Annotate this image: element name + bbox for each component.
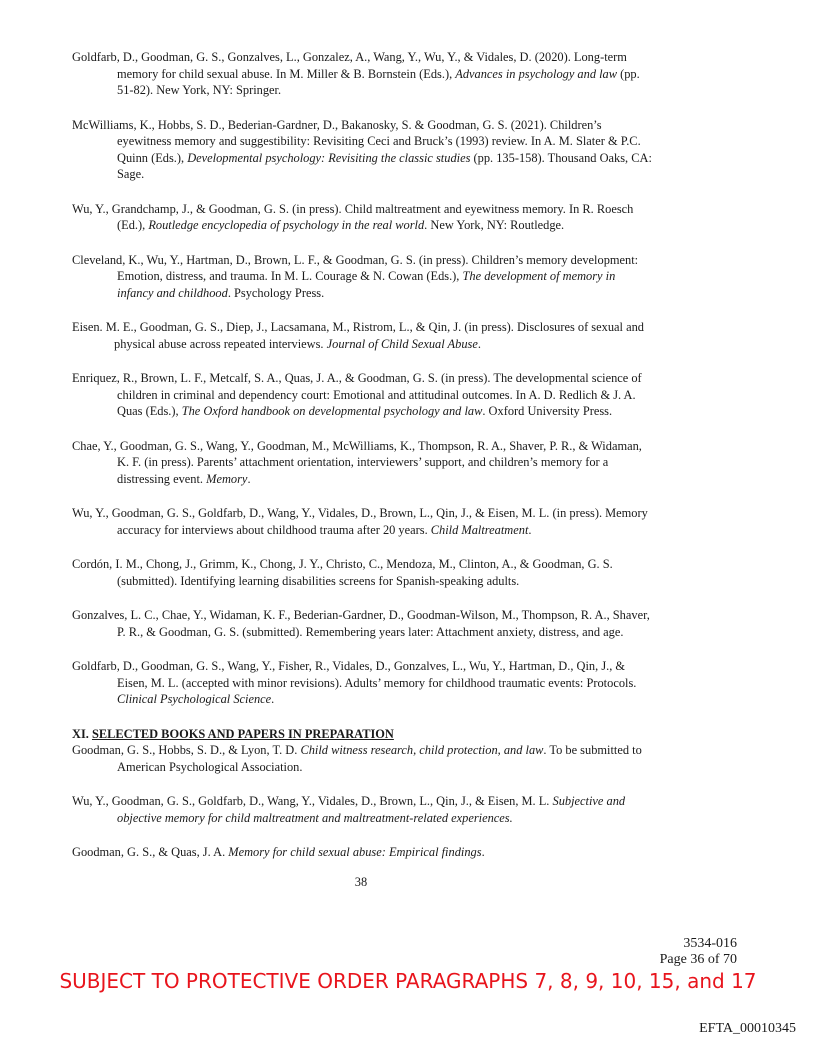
page-number: 38: [354, 875, 368, 889]
document-id-block: [660, 936, 737, 968]
reference-entry: Gonzalves, L. C., Chae, Y., Widaman, K. F., Bederian-Gardner, D., Goodman-Wilson, M., Thompson, R. A., Shaver, P. R., & Goodman, G. S. (submitted). Remembering years later: Attachment anxiety, distress, and age.: [72, 608, 650, 639]
reference-entry: Cordón, I. M., Chong, J., Grimm, K., Chong, J. Y., Christo, C., Mendoza, M., Clinton, A., & Goodman, G. S. (submitted). Identifying learning disabilities screens for Spanish-speaking adults.: [72, 557, 613, 588]
reference-entry: Chae, Y., Goodman, G. S., Wang, Y., Goodman, M., McWilliams, K., Thompson, R. A., Shaver, P. R., & Widaman, K. F. (in press). Parents’ attachment orientation, interviewers’ support, and children’s memory for a distressing event. Memory.: [72, 438, 642, 486]
reference-entry: McWilliams, K., Hobbs, S. D., Bederian-Gardner, D., Bakanosky, S. & Goodman, G. S. (2021). Children’s eyewitness memory and suggestibility: Revisiting Ceci and Bruck’s (1993) review. In A. M. Slater & P.C. Quinn (Eds.), Developmental psychology: Revisiting the classic studies (pp. 135-158). Thousand Oaks, CA: Sage.: [72, 117, 652, 181]
reference-entry: Goldfarb, D., Goodman, G. S., Wang, Y., Fisher, R., Vidales, D., Gonzalves, L., Wu, Y., Hartman, D., Qin, J., & Eisen, M. L. (accepted with minor revisions). Adults’ memory for childhood traumatic events: Protocols. Clinical Psychological Science.: [72, 659, 637, 706]
book-entry: Goodman, G. S., & Quas, J. A. Memory for child sexual abuse: Empirical findings.: [72, 845, 485, 859]
reference-entry: Cleveland, K., Wu, Y., Hartman, D., Brown, L. F., & Goodman, G. S. (in press). Children’s memory development: Emotion, distress, and trauma. In M. L. Courage & N. Cowan (Eds.), The development of memory in infancy and childhood. Psychology Press.: [72, 252, 639, 300]
reference-entry: Wu, Y., Goodman, G. S., Goldfarb, D., Wang, Y., Vidales, D., Brown, L., Qin, J., & Eisen, M. L. (in press). Memory accuracy for interviews about childhood trauma after 20 years. Child Maltreatment.: [72, 506, 648, 537]
document-id: 3534-016: [683, 936, 737, 951]
reference-entry: Wu, Y., Grandchamp, J., & Goodman, G. S. (in press). Child maltreatment and eyewitness memory. In R. Roesch (Ed.), Routledge encyclopedia of psychology in the real world. New York, NY: Routledge.: [72, 201, 634, 232]
efta-bates-number: EFTA_00010345: [699, 1021, 796, 1036]
reference-entry: Goldfarb, D., Goodman, G. S., Gonzalves, L., Gonzalez, A., Wang, Y., Wu, Y., & Vidales, D. (2020). Long-term memory for child sexual abuse. In M. Miller & B. Bornstein (Eds.), Advances in psychology and law (pp. 51-82). New York, NY: Springer.: [72, 50, 640, 97]
section-heading: XI. SELECTED BOOKS AND PAPERS IN PREPARATION: [72, 726, 394, 741]
reference-entry: Enriquez, R., Brown, L. F., Metcalf, S. A., Quas, J. A., & Goodman, G. S. (in press). The developmental science of children in criminal and dependency court: Emotional and attitudinal outcomes. In A. D. Redlich & J. A. Quas (Eds.), The Oxford handbook on developmental psychology and law. Oxford University Press.: [72, 371, 642, 418]
book-entry: Goodman, G. S., Hobbs, S. D., & Lyon, T. D. Child witness research, child protection, and law. To be submitted to American Psychological Association.: [72, 743, 642, 774]
protective-order-stamp: SUBJECT TO PROTECTIVE ORDER PARAGRAPHS 7, 8, 9, 10, 15, and 17: [59, 969, 757, 993]
reference-entry: Eisen. M. E., Goodman, G. S., Diep, J., Lacsamana, M., Ristrom, L., & Qin, J. (in press). Disclosures of sexual and physical abuse across repeated interviews. Journal of Child Sexual Abuse.: [72, 320, 644, 351]
page-of-total: Page 36 of 70: [659, 952, 737, 967]
book-entry: Wu, Y., Goodman, G. S., Goldfarb, D., Wang, Y., Vidales, D., Brown, L., Qin, J., & Eisen, M. L. Subjective and objective memory for child maltreatment and maltreatment-related experiences.: [72, 794, 626, 825]
reference-list: [72, 49, 652, 879]
